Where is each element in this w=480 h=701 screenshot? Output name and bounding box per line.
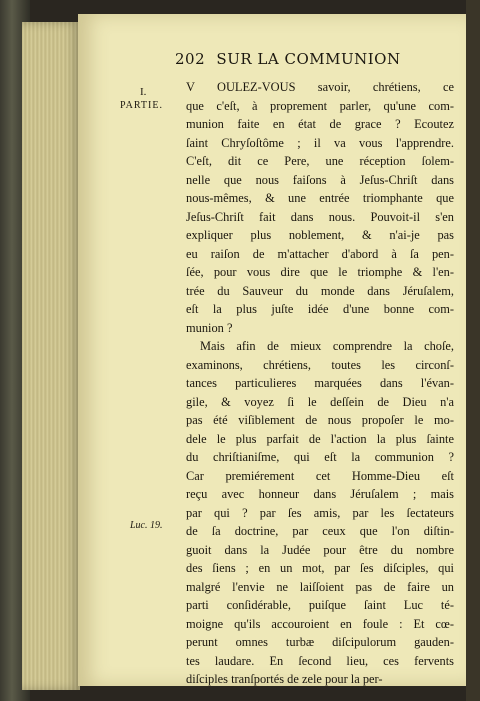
text-line: gile, & voyez ſi le deſſein de Dieu n'a	[186, 394, 454, 409]
text-line: parti conſidérable, puiſque ſaint Luc té-	[186, 598, 454, 612]
margin-part-label: PARTIE.	[120, 100, 163, 111]
text-line: malgré l'envie ne laiſſoient pas de faire un	[186, 579, 454, 594]
text-line: nelle que nous faiſons à Jeſus-Chriſt dans	[186, 172, 454, 187]
text-line: que c'eſt, à proprement parler, qu'une com-	[186, 98, 454, 113]
running-header	[175, 50, 401, 68]
text-line: tances particulieres marquées dans l'évan-	[186, 376, 454, 390]
paragraph-2	[186, 337, 454, 689]
running-title: SUR LA COMMUNION	[216, 50, 401, 68]
text-line: nous-mêmes, & une entrée triomphante que	[186, 191, 454, 205]
text-line: munion ?	[186, 320, 233, 335]
text-line: guoit dans la Judée pour être du nombre	[186, 542, 454, 557]
paragraph-1	[186, 78, 454, 337]
text-line: ſaint Chryſoſtôme ; il va vous l'apprendre.	[186, 135, 454, 150]
body-text	[186, 78, 454, 689]
text-line: munion faite en état de grace ? Ecoutez	[186, 117, 454, 131]
text-line: tes laudare. En ſecond lieu, ces fervents	[186, 653, 454, 668]
text-line: C'eſt, dit ce Pere, une réception ſolem-	[186, 154, 454, 168]
text-line: reçu avec honneur dans Jéruſalem ; mais	[186, 487, 454, 501]
text-line: examinons, chrétiens, toutes les circonſ-	[186, 357, 454, 372]
text-line: eu raiſon de m'attacher d'abord à ſa pen-	[186, 246, 454, 261]
text-line: ſée, pour vous dire que le triomphe & l'en-	[186, 265, 454, 279]
margin-reference: Luc. 19.	[130, 520, 163, 531]
text-line: diſciples tranſportés de zele pour la per-	[186, 672, 383, 686]
margin-part-number: I.	[140, 86, 147, 98]
text-line: perunt omnes turbæ diſcipulorum gauden-	[186, 635, 454, 649]
page-number: 202	[175, 50, 206, 68]
text-line: pas été viſiblement de nous propoſer le mo-	[186, 413, 454, 427]
text-line: Jeſus-Chriſt fait dans nous. Pouvoit-il s'en	[186, 209, 454, 224]
text-line: trée du Sauveur du monde dans Jéruſalem,	[186, 283, 454, 298]
text-line: moigne qu'ils accouroient en foule : Et cœ-	[186, 616, 454, 631]
text-line: des ſiens ; en un mot, par ſes diſciples, qui	[186, 561, 454, 575]
facing-page-edge	[466, 0, 480, 701]
text-line: par qui ? par ſes amis, par les ſectateurs	[186, 505, 454, 520]
text-line: V OULEZ-VOUS savoir, chrétiens, ce	[186, 80, 454, 94]
text-line: expliquer plus noblement, & n'ai-je pas	[186, 228, 454, 242]
text-line: Car premiérement cet Homme-Dieu eſt	[186, 468, 454, 483]
text-line: Mais afin de mieux comprendre la choſe,	[200, 339, 454, 353]
text-line: du chriſtianiſme, qui eſt la communion ?	[186, 450, 454, 464]
text-line: eſt la plus juſte idée d'une bonne com-	[186, 302, 454, 316]
page-edges	[22, 22, 80, 690]
text-line: dele le plus parfait de l'action la plus ſainte	[186, 431, 454, 446]
text-line: de ſa doctrine, par ceux que l'on diſtin-	[186, 524, 454, 538]
